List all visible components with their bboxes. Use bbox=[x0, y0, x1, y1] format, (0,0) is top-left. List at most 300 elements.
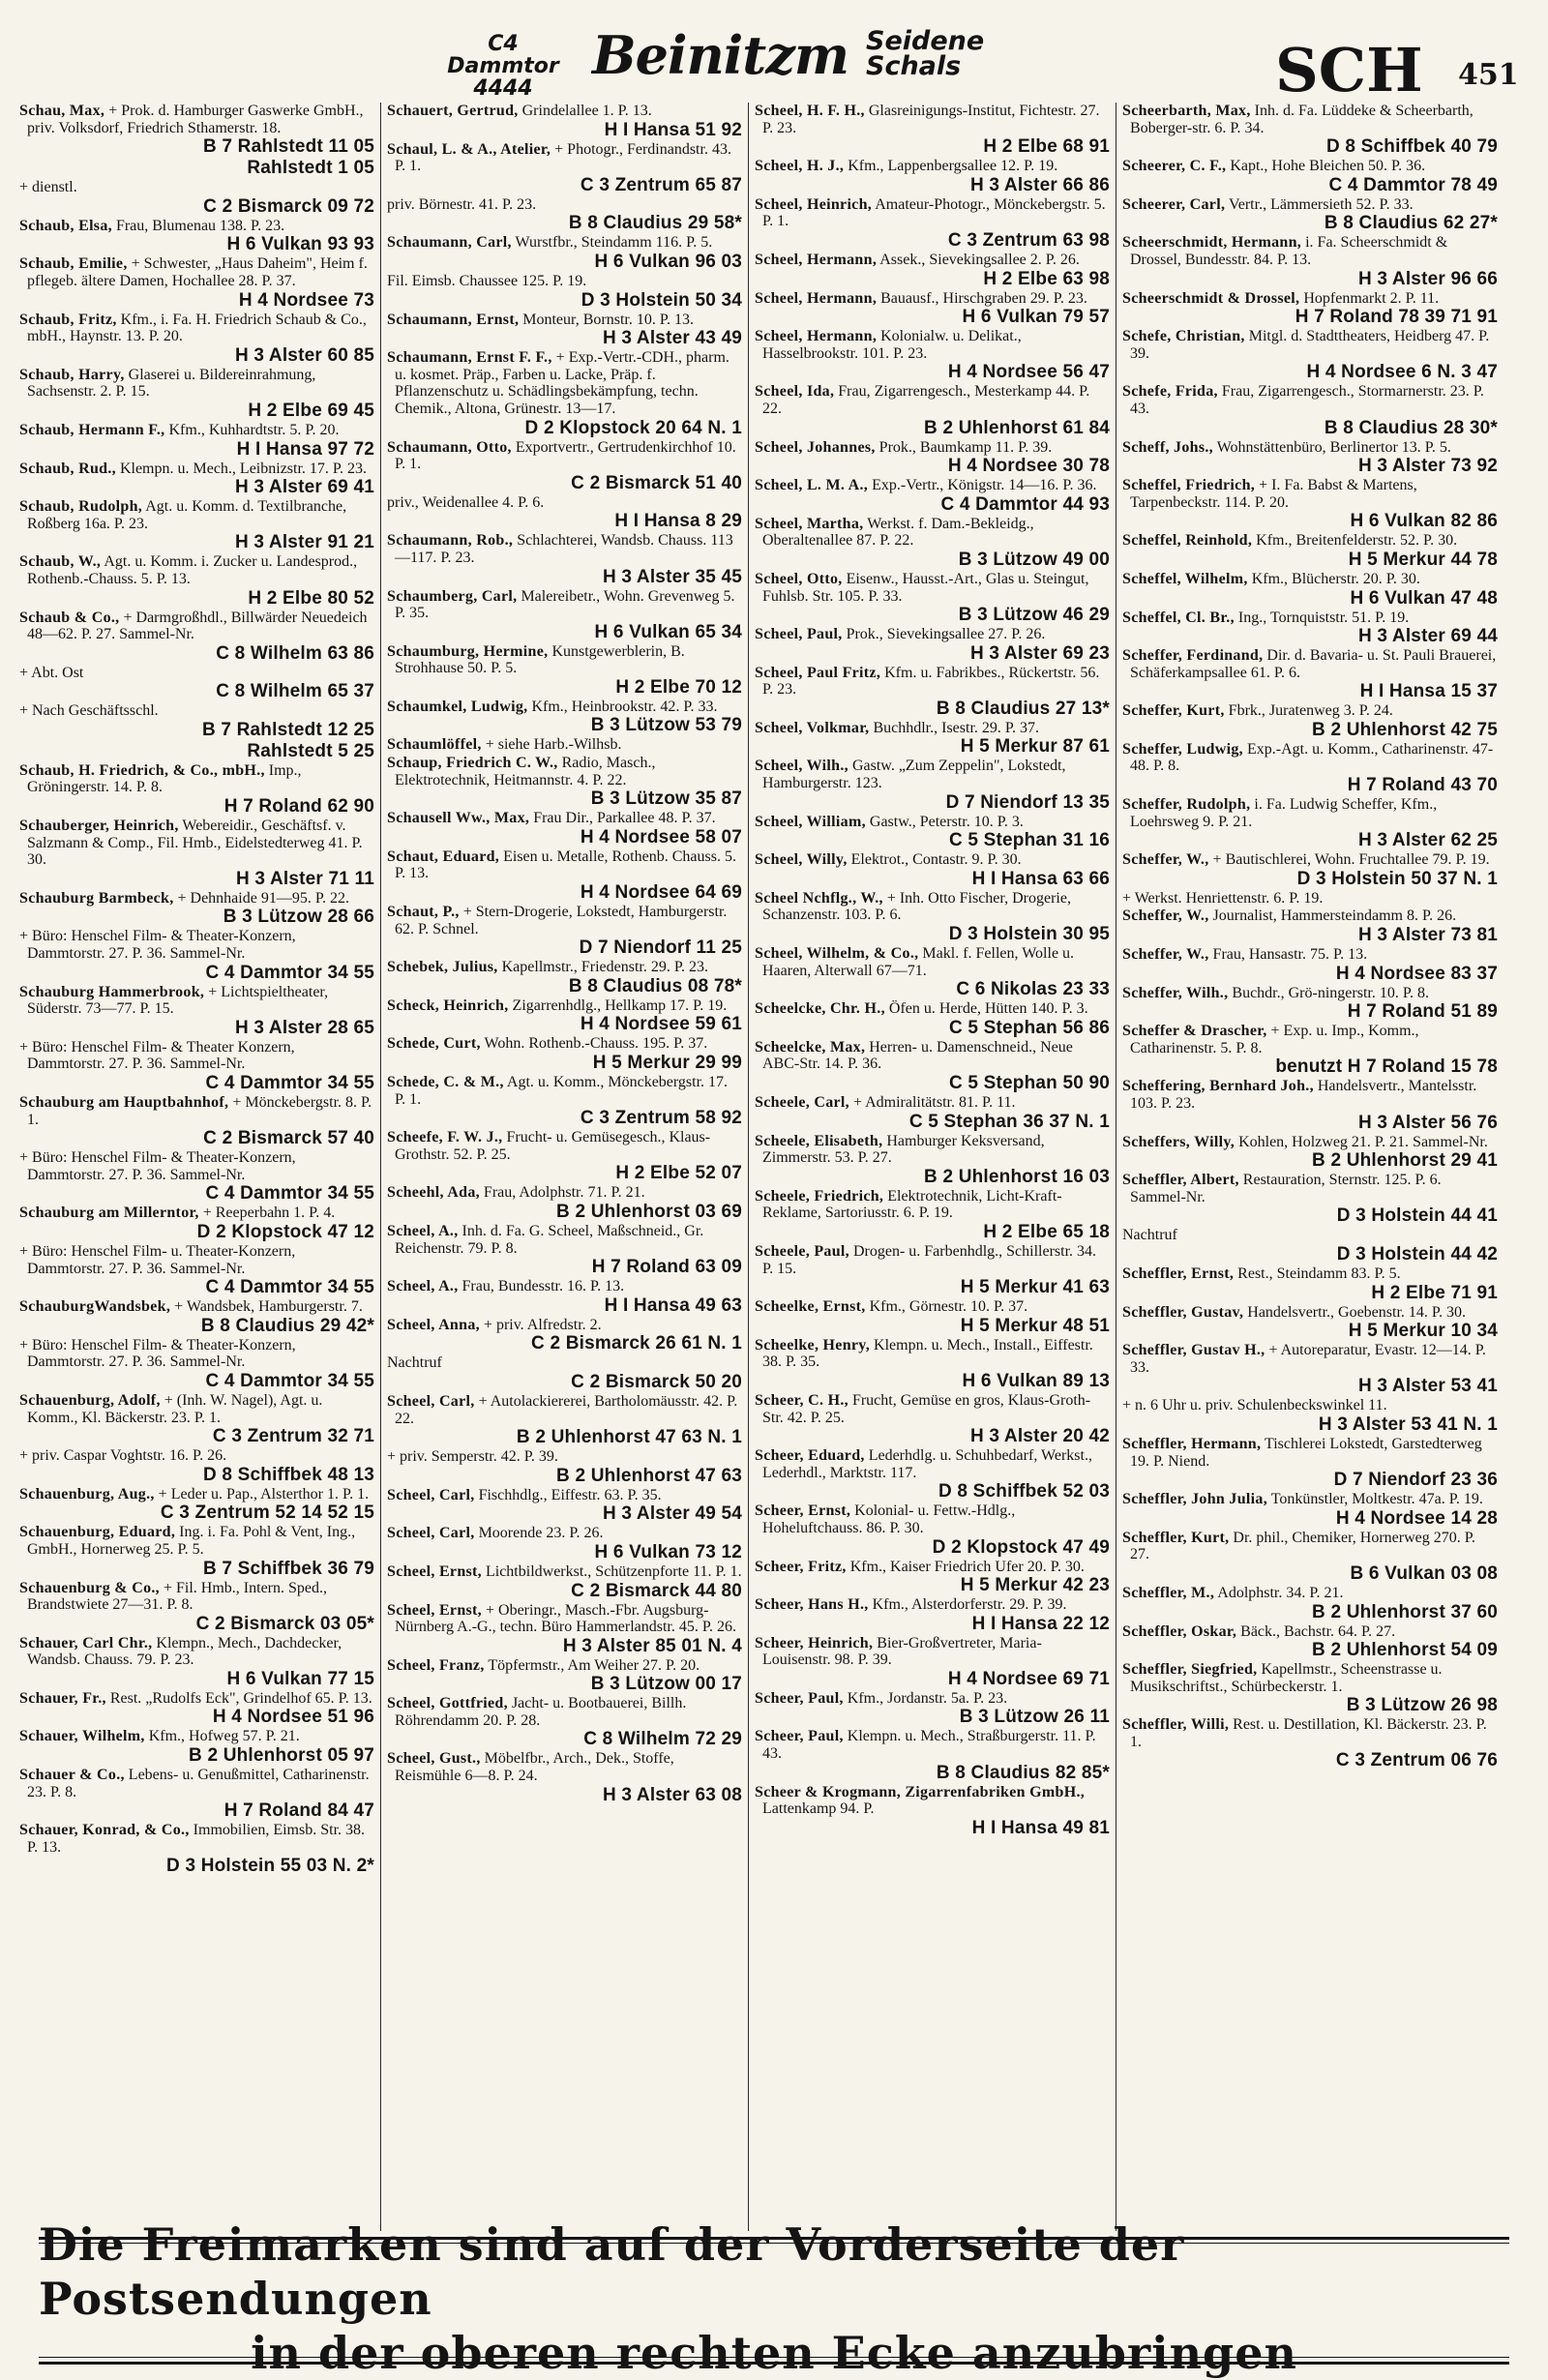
entry-phone: C 3 Zentrum 52 14 52 15 bbox=[160, 1502, 374, 1524]
entry-name: Schaumberg, Carl, bbox=[387, 587, 518, 605]
directory-entry bbox=[1122, 1397, 1498, 1435]
entry-details: + Nach Geschäftsschl. bbox=[19, 702, 159, 720]
entry-name: Scheffer, W., bbox=[1122, 907, 1209, 925]
entry-details: Bier-Großvertreter, Maria-Louisenstr. 98. P. 39. bbox=[762, 1634, 1042, 1669]
entry-name: Schauburg am Hauptbahnhof, bbox=[19, 1094, 229, 1111]
entry-name: Scheelke, Henry, bbox=[755, 1336, 871, 1354]
entry-phone: B 2 Uhlenhorst 47 63 N. 1 bbox=[516, 1427, 742, 1448]
entry-name: Scheer, Paul, bbox=[755, 1728, 844, 1745]
entry-phone: H 2 Elbe 80 52 bbox=[248, 587, 374, 609]
page-number: 451 bbox=[1458, 58, 1519, 92]
directory-entry bbox=[19, 498, 374, 552]
directory-entry bbox=[19, 367, 374, 421]
entry-phone: H 2 Elbe 71 91 bbox=[1371, 1282, 1498, 1303]
entry-details: + Reeperbahn 1. P. 4. bbox=[198, 1205, 336, 1222]
entry-phone: H I Hansa 22 12 bbox=[971, 1613, 1110, 1634]
directory-entry bbox=[19, 1767, 374, 1821]
entry-phone: B 8 Claudius 62 27* bbox=[1324, 213, 1498, 234]
entry-name: Schaub, Fritz, bbox=[19, 311, 117, 328]
directory-entry bbox=[1122, 702, 1498, 740]
entry-name: Scheel, Johannes, bbox=[755, 438, 876, 456]
entry-name: Schaut, P., bbox=[387, 904, 460, 921]
directory-entry bbox=[19, 984, 374, 1038]
entry-phone: H 5 Merkur 48 51 bbox=[960, 1315, 1110, 1336]
entry-name: SchauburgWandsbek, bbox=[19, 1298, 171, 1316]
entry-details: Kfm., Breitenfelderstr. 52. P. 30. bbox=[1252, 532, 1458, 550]
entry-details: Fischhdlg., Eiffestr. 63. P. 35. bbox=[474, 1486, 662, 1503]
entry-details: + Stern-Drogerie, Lokstedt, Hamburgerstr. 62. P. Schnel. bbox=[395, 904, 728, 937]
entry-phone: B 3 Lützow 35 87 bbox=[590, 788, 742, 810]
entry-phone: C 4 Dammtor 34 55 bbox=[205, 1183, 374, 1205]
entry-phone: B 2 Uhlenhorst 16 03 bbox=[924, 1166, 1110, 1187]
directory-entry bbox=[1122, 1716, 1498, 1770]
directory-entry bbox=[755, 290, 1110, 328]
entry-details: Herren- u. Damenschneid., Neue ABC-Str. 14. P. 36. bbox=[762, 1038, 1073, 1073]
entry-details: + Büro: Henschel Film- & Theater Konzern, Dammtorstr. 27. P. 36. Sammel-Nr. bbox=[19, 1038, 295, 1073]
entry-details: Frau, Bundesstr. 16. P. 13. bbox=[458, 1278, 625, 1295]
entry-name: Scheffel, Cl. Br., bbox=[1122, 609, 1235, 626]
entry-details: + Autoreparatur, Evastr. 12—14. P. 33. bbox=[1130, 1342, 1486, 1376]
directory-entry bbox=[387, 848, 742, 903]
entry-name: Scheel, H. F. H., bbox=[755, 103, 865, 119]
entry-name: Scheffer & Drascher, bbox=[1122, 1023, 1267, 1040]
entry-name: Schaumann, Ernst, bbox=[387, 311, 520, 328]
entry-details: Kfm., Hofweg 57. P. 21. bbox=[144, 1728, 300, 1745]
entry-phone: B 3 Lützow 46 29 bbox=[958, 605, 1110, 626]
entry-details: Ing. i. Fa. Pohl & Vent, Ing., GmbH., Hornerweg 25. P. 5. bbox=[27, 1524, 356, 1558]
entry-phone: B 3 Lützow 28 66 bbox=[223, 907, 374, 928]
directory-entry bbox=[19, 218, 374, 255]
entry-name: Scheel, Heinrich, bbox=[755, 195, 873, 213]
directory-entry bbox=[387, 196, 742, 234]
entry-phone: B 8 Claudius 28 30* bbox=[1324, 417, 1498, 438]
entry-phone: C 5 Stephan 56 86 bbox=[948, 1017, 1110, 1038]
entry-name: Scheffler, John Julia, bbox=[1122, 1491, 1268, 1508]
directory-entry bbox=[19, 1486, 374, 1524]
entry-name: Schauburg Barmbeck, bbox=[19, 889, 174, 907]
entry-details: Zigarrenhdlg., Hellkamp 17. P. 19. bbox=[508, 997, 728, 1014]
directory-entry bbox=[755, 1784, 1110, 1838]
entry-details: Nachtruf bbox=[1122, 1227, 1177, 1244]
entry-details: Handelsvertr., Goebenstr. 14. P. 30. bbox=[1243, 1303, 1467, 1321]
advert-left-line2: 4444 bbox=[473, 76, 533, 101]
directory-entry bbox=[387, 141, 742, 195]
entry-phone: H 4 Nordsee 83 37 bbox=[1335, 963, 1498, 984]
entry-details: Frau, Zigarrengesch., Mesterkamp 44. P. 22. bbox=[762, 383, 1090, 417]
entry-name: Scheffler, Gustav H., bbox=[1122, 1342, 1265, 1359]
entry-phone: D 7 Niendorf 23 36 bbox=[1333, 1470, 1498, 1491]
entry-details: Klempn. u. Mech., Leibnizstr. 17. P. 23. bbox=[115, 460, 368, 477]
directory-entry bbox=[387, 904, 742, 958]
entry-phone: H 6 Vulkan 47 48 bbox=[1350, 587, 1498, 609]
entry-phone: H 3 Alster 91 21 bbox=[234, 532, 374, 553]
entry-phone: Rahlstedt 5 25 bbox=[247, 740, 374, 761]
entry-phone: C 3 Zentrum 63 98 bbox=[947, 229, 1110, 251]
directory-entry bbox=[755, 1133, 1110, 1187]
entry-name: Schausell Ww., Max, bbox=[387, 810, 530, 827]
entry-phone: H 4 Nordsee 51 96 bbox=[212, 1707, 374, 1728]
entry-name: Scheel, Ida, bbox=[755, 383, 835, 401]
entry-name: Schaut, Eduard, bbox=[387, 848, 500, 865]
entry-name: Schauburg Hammerbrook, bbox=[19, 983, 205, 1000]
entry-details: + Exp.-Vertr.-CDH., pharm. u. kosmet. Präp., Farben u. Lacke, Präp. f. Pflanzenschutz u. Schädlingsbekämpfung, techn. Chemik., Altona, Grünestr. 13—17. bbox=[395, 349, 729, 417]
directory-entry bbox=[387, 312, 742, 349]
directory-entry bbox=[1122, 1585, 1498, 1622]
entry-phone: H 3 Alster 28 65 bbox=[234, 1017, 374, 1038]
entry-name: Schaul, L. & A., Atelier, bbox=[387, 140, 551, 158]
entry-details: Kunstgewerblerin, B. Strohhause 50. P. 5. bbox=[395, 642, 685, 677]
entry-name: Scheer, Paul, bbox=[755, 1689, 844, 1707]
entry-phone: D 2 Klopstock 47 12 bbox=[196, 1221, 374, 1242]
entry-phone: B 2 Uhlenhorst 42 75 bbox=[1312, 719, 1498, 740]
entry-phone: H 3 Alster 69 23 bbox=[969, 642, 1110, 664]
entry-details: + Werkst. Henriettenstr. 6. P. 19. bbox=[1122, 889, 1324, 907]
entry-phone: H 6 Vulkan 73 12 bbox=[594, 1541, 742, 1562]
directory-entry bbox=[755, 252, 1110, 289]
directory-entry bbox=[755, 103, 1110, 157]
page-header bbox=[0, 0, 1548, 106]
entry-name: Scheel, L. M. A., bbox=[755, 477, 869, 494]
header-advert-right bbox=[866, 26, 985, 81]
entry-details: Moorende 23. P. 26. bbox=[474, 1525, 604, 1542]
header-logo: Beinitzm bbox=[592, 24, 849, 86]
entry-phone: B 8 Claudius 29 58* bbox=[568, 213, 742, 234]
entry-name: Scheel, Franz, bbox=[387, 1656, 485, 1674]
entry-phone: B 2 Uhlenhorst 05 97 bbox=[189, 1745, 374, 1767]
entry-name: Scheffel, Wilhelm, bbox=[1122, 570, 1248, 587]
entry-name: Scheele, Carl, bbox=[755, 1094, 849, 1111]
entry-details: + Büro: Henschel Film- & Theater-Konzern, Dammtorstr. 27. P. 36. Sammel-Nr. bbox=[19, 928, 296, 963]
entry-phone: H 6 Vulkan 82 86 bbox=[1350, 511, 1498, 532]
entry-phone: H 3 Alster 56 76 bbox=[1357, 1112, 1498, 1133]
entry-details: + Photogr., Ferdinandstr. 43. P. 1. bbox=[395, 140, 731, 175]
directory-entry bbox=[387, 1317, 742, 1354]
entry-phone: D 2 Klopstock 20 64 N. 1 bbox=[524, 417, 742, 438]
entry-phone: C 2 Bismarck 51 40 bbox=[571, 472, 742, 493]
directory-entry bbox=[1122, 907, 1498, 945]
entry-phone: H 4 Nordsee 14 28 bbox=[1335, 1507, 1498, 1529]
entry-name: Scheffler, M., bbox=[1122, 1584, 1215, 1601]
entry-details: Lattenkamp 94. P. bbox=[762, 1800, 875, 1818]
entry-name: Scheer, Hans H., bbox=[755, 1596, 869, 1614]
directory-entry bbox=[1122, 1078, 1498, 1132]
entry-phone: B 2 Uhlenhorst 29 41 bbox=[1312, 1150, 1498, 1172]
directory-entry bbox=[19, 179, 374, 217]
entry-details: Imp., Gröningerstr. 14. P. 8. bbox=[27, 761, 302, 796]
directory-entry bbox=[19, 1298, 374, 1336]
directory-column-2 bbox=[381, 103, 749, 2231]
directory-entry bbox=[1122, 1134, 1498, 1172]
entry-phone: B 3 Lützow 26 11 bbox=[959, 1707, 1110, 1728]
entry-name: Schaub, Emilie, bbox=[19, 255, 128, 273]
entry-details: Kfm., Heinbrookstr. 42. P. 33. bbox=[527, 698, 718, 715]
directory-entry bbox=[19, 762, 374, 817]
directory-entry bbox=[1122, 1661, 1498, 1715]
directory-entry bbox=[19, 1392, 374, 1446]
entry-name: Schauburg am Millerntor, bbox=[19, 1205, 199, 1222]
entry-details: Gastw., Peterstr. 10. P. 3. bbox=[865, 813, 1024, 830]
entry-phone: C 4 Dammtor 34 55 bbox=[205, 1073, 374, 1093]
directory-entry bbox=[1122, 1530, 1498, 1584]
directory-entry bbox=[755, 477, 1110, 515]
entry-name: Scheer, Ernst, bbox=[755, 1502, 851, 1520]
entry-phone: H 6 Vulkan 96 03 bbox=[594, 251, 742, 272]
entry-details: + Büro: Henschel Film- & Theater-Konzern, Dammtorstr. 27. P. 36. Sammel-Nr. bbox=[19, 1336, 296, 1371]
entry-phone: C 2 Bismarck 26 61 N. 1 bbox=[531, 1333, 742, 1354]
entry-phone: B 2 Uhlenhorst 54 09 bbox=[1312, 1640, 1498, 1661]
entry-phone: D 2 Klopstock 47 49 bbox=[932, 1536, 1110, 1558]
entry-phone: D 3 Holstein 50 37 N. 1 bbox=[1296, 868, 1498, 889]
footer-line-1: Die Freimarken sind auf der Vorderseite der Postsendungen bbox=[39, 2218, 1185, 2325]
entry-details: Agt. u. Komm., Mönckebergstr. 17. P. 1. bbox=[395, 1074, 729, 1108]
directory-entry bbox=[387, 103, 742, 140]
entry-name: Scheffer, W., bbox=[1122, 851, 1209, 869]
entry-details: Töpfermstr., Am Weiher 27. P. 20. bbox=[484, 1656, 700, 1674]
entry-details: Webereidir., Geschäftsf. v. Salzmann & Comp., Fil. Hmb., Eidelstedterweg 41. P. 30. bbox=[27, 818, 363, 869]
directory-entry bbox=[1122, 477, 1498, 531]
entry-phone: C 8 Wilhelm 65 37 bbox=[216, 681, 374, 702]
entry-name: Schauer & Co., bbox=[19, 1767, 125, 1784]
directory-entry bbox=[1122, 290, 1498, 328]
entry-name: Schaup, Friedrich C. W., bbox=[387, 755, 558, 772]
directory-entry bbox=[755, 1635, 1110, 1689]
entry-details: Fbrk., Juratenweg 3. P. 24. bbox=[1224, 702, 1393, 720]
entry-name: Scheer & Krogmann, Zigarrenfabriken GmbH., bbox=[755, 1783, 1086, 1800]
entry-name: Schauer, Fr., bbox=[19, 1689, 106, 1707]
entry-phone: H 4 Nordsee 69 71 bbox=[947, 1668, 1110, 1689]
directory-entry bbox=[755, 758, 1110, 812]
directory-entry bbox=[387, 1657, 742, 1695]
entry-phone: benutzt H 7 Roland 15 78 bbox=[1275, 1056, 1498, 1078]
entry-details: Jacht- u. Bootbauerei, Billh. Röhrendamm 20. P. 28. bbox=[395, 1695, 687, 1729]
entry-name: Scheffers, Willy, bbox=[1122, 1133, 1235, 1150]
entry-name: Schede, C. & M., bbox=[387, 1074, 504, 1090]
entry-details: Kfm., Lappenbergsallee 12. P. 19. bbox=[844, 158, 1058, 175]
entry-details: Wohnstättenbüro, Berlinertor 13. P. 5. bbox=[1212, 438, 1451, 456]
entry-details: Ing., Tornquiststr. 51. P. 19. bbox=[1234, 609, 1410, 626]
entry-name: Schaub, Rudolph, bbox=[19, 498, 143, 516]
entry-phone: H 5 Merkur 29 99 bbox=[592, 1053, 742, 1073]
entry-phone: B 7 Rahlstedt 12 25 bbox=[201, 719, 374, 740]
directory-entry bbox=[1122, 103, 1498, 157]
entry-name: Scheel, Wilh., bbox=[755, 758, 848, 775]
entry-details: Grindelallee 1. P. 13. bbox=[518, 103, 652, 119]
entry-details: + dienstl. bbox=[19, 179, 77, 196]
entry-details: Kapt., Hohe Bleichen 50. P. 36. bbox=[1226, 158, 1426, 175]
advert-right-line1: Seidene bbox=[866, 26, 985, 56]
entry-details: Prok., Baumkamp 11. P. 39. bbox=[875, 438, 1053, 456]
entry-details: + Fil. Hmb., Intern. Sped., Brandstwiete 27—31. P. 8. bbox=[27, 1579, 327, 1614]
entry-phone: H I Hansa 8 29 bbox=[614, 511, 742, 532]
entry-name: Schaumburg, Hermine, bbox=[387, 642, 549, 660]
entry-phone: B 2 Uhlenhorst 03 69 bbox=[556, 1201, 742, 1222]
entry-name: Scheer, Eduard, bbox=[755, 1447, 865, 1465]
entry-name: Scheffer, Wilh., bbox=[1122, 984, 1229, 1001]
entry-name: Schaub, Rud., bbox=[19, 460, 116, 477]
directory-entry bbox=[1122, 1342, 1498, 1396]
entry-name: Scheck, Heinrich, bbox=[387, 997, 509, 1014]
directory-entry bbox=[755, 1392, 1110, 1446]
entry-name: Scheffer, Ludwig, bbox=[1122, 740, 1243, 758]
entry-name: Scheel Nchflg., W., bbox=[755, 889, 883, 907]
entry-phone: H 6 Vulkan 65 34 bbox=[594, 621, 742, 642]
entry-details: Exp.-Vertr., Königstr. 14—16. P. 36. bbox=[868, 477, 1097, 494]
entry-details: Schlachterei, Wandsb. Chauss. 113—117. P. 23. bbox=[395, 532, 733, 566]
directory-entry bbox=[19, 610, 374, 664]
entry-details: Amateur-Photogr., Mönckebergstr. 5. P. 1. bbox=[762, 195, 1106, 230]
entry-phone: B 7 Rahlstedt 11 05 bbox=[203, 136, 374, 158]
directory-entry bbox=[1122, 532, 1498, 570]
directory-entry bbox=[1122, 741, 1498, 795]
entry-phone: H 4 Nordsee 6 N. 3 47 bbox=[1306, 362, 1498, 383]
entry-details: Kfm., Görnestr. 10. P. 37. bbox=[865, 1298, 1028, 1316]
directory-entry bbox=[1122, 328, 1498, 382]
entry-name: Scheel, Carl, bbox=[387, 1525, 475, 1542]
entry-details: Tischlerei Lokstedt, Garstedterweg 19. P. Niend. bbox=[1130, 1435, 1482, 1470]
directory-entry bbox=[387, 959, 742, 997]
entry-details: Journalist, Hammersteindamm 8. P. 26. bbox=[1208, 907, 1457, 925]
directory-entry bbox=[755, 626, 1110, 664]
entry-phone: C 4 Dammtor 78 49 bbox=[1328, 174, 1498, 195]
entry-details: Immobilien, Eimsb. Str. 38. P. 13. bbox=[27, 1822, 366, 1856]
directory-column-1 bbox=[14, 103, 381, 2231]
entry-phone: H 4 Nordsee 73 bbox=[238, 289, 374, 311]
entry-name: Scheel, Paul Fritz, bbox=[755, 664, 881, 681]
entry-phone: B 6 Vulkan 03 08 bbox=[1350, 1562, 1498, 1584]
directory-entry bbox=[19, 422, 374, 460]
entry-name: Scheelke, Ernst, bbox=[755, 1298, 866, 1316]
entry-name: Scheffler, Willi, bbox=[1122, 1716, 1230, 1734]
directory-entry bbox=[387, 810, 742, 848]
directory-entry bbox=[755, 158, 1110, 195]
entry-details: Kfm. u. Fabrikbes., Rückertstr. 56. P. 23. bbox=[762, 664, 1100, 699]
directory-entry bbox=[19, 928, 374, 982]
directory-entry bbox=[1122, 985, 1498, 1023]
entry-name: Schauberger, Heinrich, bbox=[19, 818, 179, 835]
directory-entry bbox=[755, 1596, 1110, 1634]
directory-entry bbox=[1122, 796, 1498, 850]
directory-entry bbox=[755, 1094, 1110, 1132]
entry-details: Wohn. Rothenb.-Chauss. 195. P. 37. bbox=[480, 1035, 708, 1053]
entry-details: + priv. Caspar Voghtstr. 16. P. 26. bbox=[19, 1447, 227, 1465]
entry-name: Schaumlöffel, bbox=[387, 736, 482, 754]
entry-details: Wurstfbr., Steindamm 116. P. 5. bbox=[511, 234, 713, 252]
entry-phone: C 4 Dammtor 34 55 bbox=[205, 962, 374, 983]
entry-name: Scheer, Heinrich, bbox=[755, 1634, 874, 1651]
directory-entry bbox=[19, 1149, 374, 1204]
section-letters: SCH bbox=[1275, 35, 1423, 105]
entry-details: Buchdr., Grö-ningerstr. 10. P. 8. bbox=[1228, 984, 1429, 1001]
entry-phone: H 3 Alster 73 81 bbox=[1357, 925, 1498, 946]
directory-entry bbox=[755, 1728, 1110, 1782]
directory-entry bbox=[387, 1750, 742, 1804]
entry-details: + Exp. u. Imp., Komm., Catharinenstr. 5. P. 8. bbox=[1130, 1023, 1419, 1056]
entry-details: Kfm., Kaiser Friedrich Ufer 20. P. 30. bbox=[846, 1558, 1085, 1575]
entry-details: Frau Dir., Parkallee 48. P. 37. bbox=[529, 810, 716, 827]
directory-entry bbox=[755, 1039, 1110, 1093]
entry-name: Scheel, Carl, bbox=[387, 1392, 475, 1410]
entry-phone: H 5 Merkur 41 63 bbox=[960, 1277, 1110, 1298]
entry-phone: C 3 Zentrum 65 87 bbox=[580, 174, 742, 195]
entry-details: Glasreinigungs-Institut, Fichtestr. 27. P. 23. bbox=[762, 103, 1100, 136]
entry-phone: H 7 Roland 78 39 71 91 bbox=[1295, 307, 1498, 328]
entry-phone: B 8 Claudius 29 42* bbox=[200, 1315, 374, 1336]
entry-phone: C 8 Wilhelm 72 29 bbox=[583, 1729, 742, 1750]
footer-rule bbox=[39, 2357, 1509, 2358]
entry-phone: B 8 Claudius 82 85* bbox=[936, 1762, 1110, 1783]
entry-name: Scheefe, F. W. J., bbox=[387, 1129, 503, 1146]
directory-entry bbox=[387, 439, 742, 493]
entry-details: + Mönckebergstr. 8. P. 1. bbox=[27, 1094, 372, 1128]
entry-name: Scheffer, Ferdinand, bbox=[1122, 647, 1264, 665]
entry-phone: H 5 Merkur 42 23 bbox=[960, 1575, 1110, 1596]
entry-phone: H 3 Alster 69 44 bbox=[1357, 626, 1498, 647]
entry-name: Schede, Curt, bbox=[387, 1035, 481, 1053]
entry-details: Rest. u. Destillation, Kl. Bäckerstr. 23. P. 1. bbox=[1130, 1716, 1487, 1750]
directory-entry bbox=[387, 1487, 742, 1525]
directory-entry bbox=[1122, 610, 1498, 647]
directory-entry bbox=[19, 818, 374, 889]
entry-name: Scheffler, Gustav, bbox=[1122, 1303, 1244, 1321]
entry-details: i. Fa. Scheerschmidt & Drossel, Bundesstr. 84. P. 13. bbox=[1130, 234, 1448, 268]
entry-name: Scheel, Volkmar, bbox=[755, 719, 870, 736]
entry-details: Vertr., Lämmersieth 52. P. 33. bbox=[1225, 195, 1414, 213]
entry-details: Kfm., Jordanstr. 5a. P. 23. bbox=[843, 1689, 1008, 1707]
entry-name: Scheel, Hermann, bbox=[755, 289, 878, 307]
entry-details: + Bautischlerei, Wohn. Fruchtallee 79. P. 19. bbox=[1208, 851, 1490, 869]
directory-entry bbox=[1122, 647, 1498, 701]
directory-columns bbox=[14, 103, 1533, 2231]
entry-phone: H 3 Alster 96 66 bbox=[1357, 268, 1498, 289]
entry-name: Scheel, Wilhelm, & Co., bbox=[755, 945, 919, 963]
entry-name: Schauert, Gertrud, bbox=[387, 103, 519, 119]
directory-entry bbox=[387, 234, 742, 272]
entry-details: Klempn. u. Mech., Straßburgerstr. 11. P. 43. bbox=[762, 1728, 1096, 1763]
entry-phone: C 2 Bismarck 03 05* bbox=[195, 1613, 374, 1634]
directory-entry bbox=[19, 1822, 374, 1876]
entry-name: Schaub, H. Friedrich, & Co., mbH., bbox=[19, 761, 265, 779]
entry-name: Scheer, Fritz, bbox=[755, 1558, 847, 1575]
entry-phone: C 3 Zentrum 58 92 bbox=[580, 1108, 742, 1129]
entry-name: Scheel, Carl, bbox=[387, 1486, 475, 1503]
entry-phone: B 7 Schiffbek 36 79 bbox=[203, 1558, 374, 1579]
entry-phone: D 3 Holstein 50 34 bbox=[580, 289, 742, 311]
entry-details: Eisenw., Hausst.-Art., Glas u. Steingut, Fuhlsb. Str. 105. P. 33. bbox=[762, 570, 1089, 605]
directory-entry bbox=[387, 1695, 742, 1749]
entry-name: Scheffel, Reinhold, bbox=[1122, 532, 1253, 550]
footer-line-2: in der oberen rechten Ecke anzubringen bbox=[251, 2327, 1297, 2379]
entry-phone: B 3 Lützow 26 98 bbox=[1346, 1695, 1498, 1716]
entry-phone: C 6 Nikolas 23 33 bbox=[956, 979, 1110, 1000]
entry-phone: D 3 Holstein 55 03 N. 2* bbox=[166, 1856, 374, 1877]
entry-name: Schaumann, Ernst F. F., bbox=[387, 349, 552, 367]
directory-entry bbox=[19, 1094, 374, 1148]
entry-details: + Darmgroßhdl., Billwärder Neuedeich 48—62. P. 27. Sammel-Nr. bbox=[27, 609, 368, 643]
entry-details: Nachtruf bbox=[387, 1354, 442, 1372]
entry-details: Dir. d. Bavaria- u. St. Pauli Brauerei, Schäferkampsallee 61. P. 6. bbox=[1130, 647, 1497, 681]
directory-entry bbox=[1122, 1623, 1498, 1661]
entry-details: Bäck., Bachstr. 64. P. 27. bbox=[1236, 1622, 1396, 1640]
directory-entry bbox=[387, 273, 742, 311]
entry-details: Kohlen, Holzweg 21. P. 21. Sammel-Nr. bbox=[1235, 1133, 1488, 1150]
entry-details: Agt. u. Komm. d. Textilbranche, Roßberg 16a. P. 23. bbox=[27, 498, 347, 532]
directory-entry bbox=[1122, 851, 1498, 889]
directory-entry bbox=[1122, 571, 1498, 609]
directory-entry bbox=[755, 196, 1110, 251]
entry-details: Kfm., i. Fa. H. Friedrich Schaub & Co., mbH., Haynstr. 13. P. 20. bbox=[27, 311, 367, 345]
entry-details: Gastw. „Zum Zeppelin", Lokstedt, Hamburgerstr. 123. bbox=[762, 758, 1066, 792]
entry-details: priv. Börnestr. 41. P. 23. bbox=[387, 195, 537, 213]
